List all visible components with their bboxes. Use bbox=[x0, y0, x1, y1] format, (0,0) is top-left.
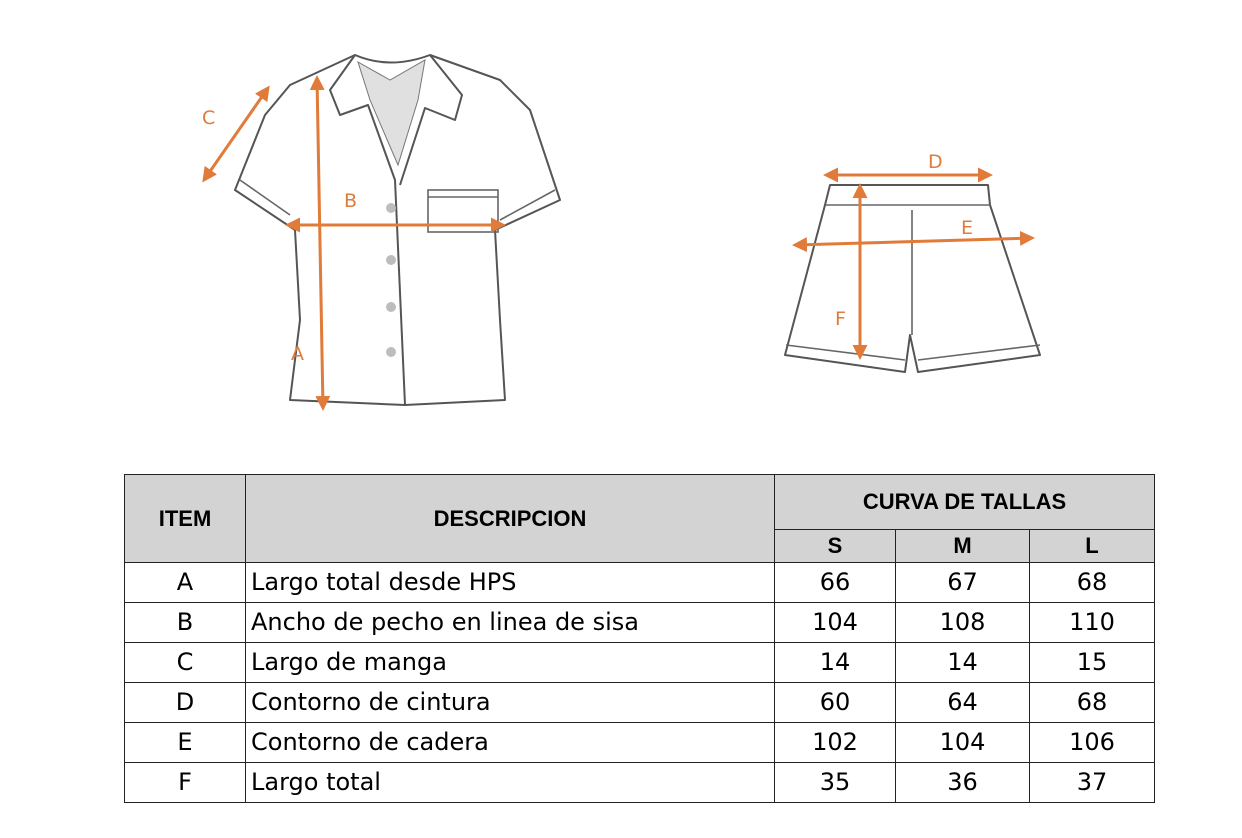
cell-size-m: 14 bbox=[896, 643, 1030, 683]
cell-size-s: 102 bbox=[775, 723, 896, 763]
cell-item: A bbox=[125, 563, 246, 603]
cell-description: Largo total desde HPS bbox=[246, 563, 775, 603]
cell-size-s: 104 bbox=[775, 603, 896, 643]
label-b: B bbox=[344, 190, 358, 212]
cell-item: D bbox=[125, 683, 246, 723]
header-size-l: L bbox=[1030, 530, 1155, 563]
table-row bbox=[125, 603, 1155, 643]
cell-size-l: 15 bbox=[1030, 643, 1155, 683]
table-row bbox=[125, 763, 1155, 803]
cell-size-l: 68 bbox=[1030, 683, 1155, 723]
shorts-illustration bbox=[785, 185, 1040, 372]
label-a: A bbox=[291, 343, 304, 365]
cell-size-l: 106 bbox=[1030, 723, 1155, 763]
cell-size-m: 104 bbox=[896, 723, 1030, 763]
cell-item: F bbox=[125, 763, 246, 803]
cell-size-m: 36 bbox=[896, 763, 1030, 803]
cell-item: C bbox=[125, 643, 246, 683]
cell-item: E bbox=[125, 723, 246, 763]
cell-description: Contorno de cintura bbox=[246, 683, 775, 723]
header-size-s: S bbox=[775, 530, 896, 563]
table-row bbox=[125, 683, 1155, 723]
cell-size-m: 64 bbox=[896, 683, 1030, 723]
header-size-m: M bbox=[896, 530, 1030, 563]
table-row bbox=[125, 563, 1155, 603]
cell-size-m: 108 bbox=[896, 603, 1030, 643]
shirt-illustration bbox=[235, 55, 560, 405]
cell-size-s: 14 bbox=[775, 643, 896, 683]
cell-size-s: 66 bbox=[775, 563, 896, 603]
header-sizes-group: CURVA DE TALLAS bbox=[775, 475, 1155, 530]
label-f: F bbox=[835, 308, 846, 330]
header-description: DESCRIPCION bbox=[246, 475, 775, 563]
cell-description: Largo de manga bbox=[246, 643, 775, 683]
cell-size-s: 60 bbox=[775, 683, 896, 723]
cell-item: B bbox=[125, 603, 246, 643]
label-e: E bbox=[961, 217, 974, 239]
table-row bbox=[125, 643, 1155, 683]
cell-size-s: 35 bbox=[775, 763, 896, 803]
label-c: C bbox=[202, 107, 216, 129]
cell-size-m: 67 bbox=[896, 563, 1030, 603]
cell-size-l: 110 bbox=[1030, 603, 1155, 643]
cell-size-l: 68 bbox=[1030, 563, 1155, 603]
table-row bbox=[125, 723, 1155, 763]
cell-description: Largo total bbox=[246, 763, 775, 803]
size-table bbox=[124, 474, 1155, 803]
cell-description: Ancho de pecho en linea de sisa bbox=[246, 603, 775, 643]
cell-description: Contorno de cadera bbox=[246, 723, 775, 763]
header-item: ITEM bbox=[125, 475, 246, 563]
cell-size-l: 37 bbox=[1030, 763, 1155, 803]
label-d: D bbox=[928, 151, 943, 173]
